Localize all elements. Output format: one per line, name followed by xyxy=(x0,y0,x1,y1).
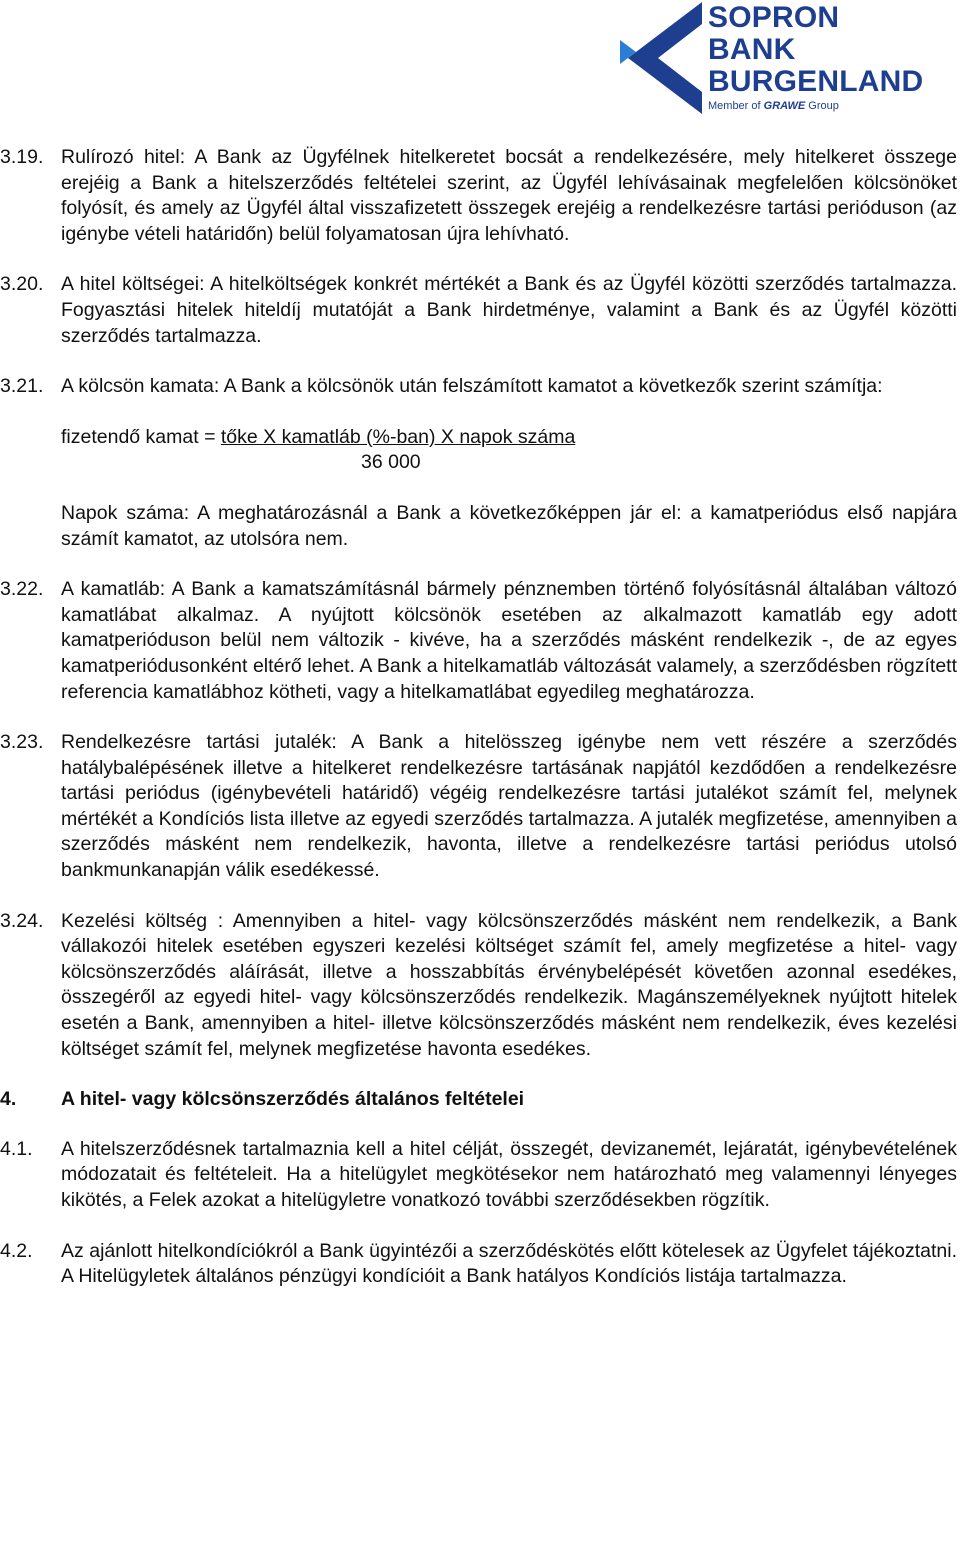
section-title: A hitel- vagy kölcsönszerződés általános feltételei xyxy=(61,1088,525,1111)
logo-text-burgenland: BURGENLAND xyxy=(708,65,924,98)
bank-logo xyxy=(600,0,940,120)
section-number: 4.2. xyxy=(0,1239,33,1262)
section-3-24 xyxy=(0,909,957,1063)
formula-denominator: 36 000 xyxy=(361,451,421,474)
section-text: A hitelszerződésnek tartalmaznia kell a hitel célját, összegét, devizanemét, lejáratát, igénybevételének módozatait és feltételeit. Ha a hitelügylet megkötésekor nem határozható meg valamennyi lényeges kikötés, a Felek azokat a hitelügyletre vonatkozó további szerződésekben rögzítik. xyxy=(61,1137,957,1211)
section-text: Kezelési költség : Amennyiben a hitel- vagy kölcsönszerződés másként nem rendelkezik, a Bank vállakozói hitelek esetében egyszeri kezelési költséget számít fel, amely megfizetése a hitel- vagy kölcsönszerződés aláírását, illetve a hosszabbítás érvénybelépését követően azonnal esedékes, összegéről az egyedi hitel- vagy kölcsönszerződés rendelkezik. Magánszemélyeknek nyújtott hitelek esetén a Bank, amennyiben a hitel- illetve kölcsönszerződés másként nem rendelkezik, éves kezelési költséget számít fel, melynek megfizetése havonta esedékes. xyxy=(61,909,957,1060)
days-explanation: Napok száma: A meghatározásnál a Bank a következőképpen jár el: a kamatperiódus első napjára számít kamatot, az utolsóra nem. xyxy=(61,501,957,550)
section-text: Rulírozó hitel: A Bank az Ügyfélnek hitelkeretet bocsát a rendelkezésére, mely hitelkeret összege erejéig a Bank a hitelszerződés feltételei szerint, az Ügyfél lehívásainak megfelelően kölcsönöket folyósít, és amely az Ügyfél által visszafizetett összegek erejéig a rendelkezésre tartási perióduson (az igénybe vételi határidőn) belül folyamatosan újra lehívható. xyxy=(61,146,957,245)
section-number: 3.19. xyxy=(0,146,44,168)
section-number: 4. xyxy=(0,1088,17,1111)
formula-numerator: tőke X kamatláb (%-ban) X napok száma xyxy=(220,425,576,448)
section-4-1 xyxy=(0,1137,957,1214)
section-number: 4.1. xyxy=(0,1137,33,1160)
section-4-heading xyxy=(0,1087,957,1113)
logo-mark-icon xyxy=(606,0,704,118)
section-text: Az ajánlott hitelkondíciókról a Bank ügyintézői a szerződéskötés előtt kötelesek az Ügyfelet tájékoztatni. xyxy=(61,1239,957,1262)
logo-member-line: Member of GRAWE Group xyxy=(708,100,839,112)
section-4-2 xyxy=(0,1239,957,1290)
logo-text-bank: BANK xyxy=(708,33,796,66)
section-text-2: A Hitelügyletek általános pénzügyi kondícióit a Bank hatályos Kondíciós listája tartalmazza. xyxy=(61,1265,847,1288)
section-number: 3.23. xyxy=(0,731,44,754)
section-number: 3.24. xyxy=(0,909,44,932)
section-text: A kölcsön kamata: A Bank a kölcsönök után felszámított kamatot a következők szerint számítja: xyxy=(61,375,883,398)
section-number: 3.20. xyxy=(0,273,44,296)
section-text: A kamatláb: A Bank a kamatszámításnál bármely pénznemben történő folyósításnál általában változó kamatlábat alkalmaz. A nyújtott kölcsönök esetében az alkalmazott kamatláb egy adott kamatperióduson belül nem változik - kivéve, ha a szerződés másként rendelkezik -, de az egyes kamatperiódusonként eltérő lehet. A Bank a hitelkamatláb változását valamely, a szerződésben rögzített referencia kamatlábhoz kötheti, vagy a hitelkamatlábat egyedileg meghatározza. xyxy=(61,578,957,703)
section-number: 3.22. xyxy=(0,578,44,601)
section-3-22 xyxy=(0,577,957,705)
section-3-21 xyxy=(0,374,957,552)
section-3-19 xyxy=(0,145,957,247)
interest-formula: fizetendő kamat = tőke X kamatláb (%-ban) X napok száma xyxy=(61,425,576,448)
section-3-23 xyxy=(0,730,957,884)
section-number: 3.21. xyxy=(0,375,44,398)
section-text: A hitel költségei: A hitelköltségek konkrét mértékét a Bank és az Ügyfél közötti szerződés tartalmazza. Fogyasztási hitelek hiteldíj mutatóját a Bank hirdetménye, valamint a Bank és az Ügyfél közötti szerződés tartalmazza. xyxy=(61,273,957,347)
section-text: Rendelkezésre tartási jutalék: A Bank a hitelösszeg igénybe nem vett részére a szerződés hatálybalépésének illetve a hitelkeret rendelkezésre tartásának napjától kezdődően a rendelkezésre tartási periódus (igénybevételi határidő) végéig rendelkezésre tartási jutalékot számít fel, melynek mértékét a Kondíciós lista illetve az egyedi szerződés tartalmazza. A jutalék megfizetése, amennyiben a szerződés másként nem rendelkezik, havonta, illetve a rendelkezésre tartási periódus utolsó bankmunkanapján válik esedékessé. xyxy=(61,731,957,882)
logo-text-sopron: SOPRON xyxy=(708,1,840,34)
document-body xyxy=(0,145,957,1290)
section-3-20 xyxy=(0,272,957,349)
